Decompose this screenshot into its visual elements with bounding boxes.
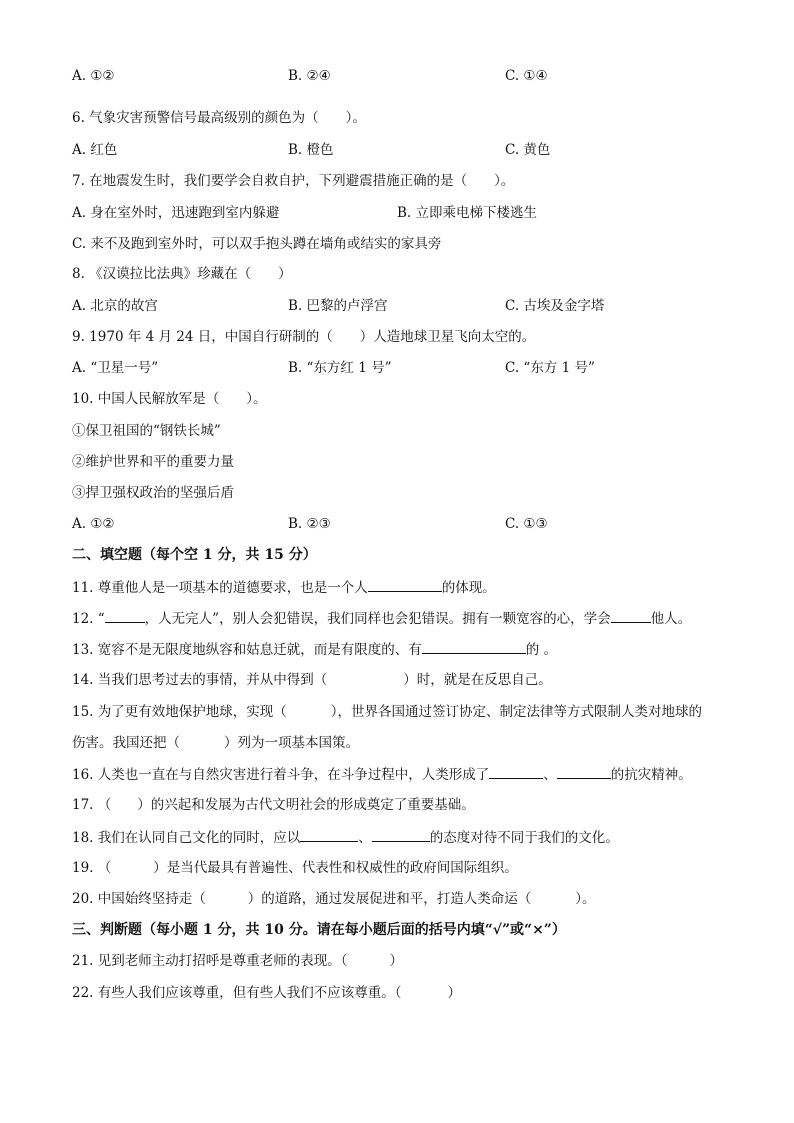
- q13-text-2: 的 。: [525, 642, 558, 658]
- question-10: 10. 中国人民解放军是（ ）。: [72, 391, 267, 407]
- question-12: [72, 609, 691, 628]
- question-9: 9. 1970 年 4 月 24 日，中国自行研制的（ ）人造地球卫星飞向太空的。: [72, 329, 536, 345]
- section-2-heading: 二、填空题（每个空 1 分，共 15 分）: [72, 547, 317, 563]
- section-3-heading: 三、判断题（每小题 1 分，共 10 分。请在每小题后面的括号内填“√”或“×”）: [72, 922, 566, 938]
- q16-text-3: 的抗灾精神。: [610, 767, 692, 783]
- option-c: C. ①④: [505, 68, 548, 84]
- q6-option-c: C. 黄色: [505, 142, 551, 158]
- answer-blank[interactable]: [557, 765, 611, 779]
- q13-text-1: 13. 宽容不是无限度地纵容和姑息迁就，而是有限度的、有: [72, 642, 422, 658]
- q7-option-b: B. 立即乘电梯下楼逃生: [397, 205, 538, 221]
- q9-option-b: B. “东方红 1 号”: [288, 360, 392, 376]
- q6-option-b: B. 橙色: [288, 142, 334, 158]
- question-7: 7. 在地震发生时，我们要学会自救自护，下列避震措施正确的是（ ）。: [72, 173, 515, 189]
- q18-text-2: 、: [358, 830, 372, 846]
- q17-text-2: ）的兴起和发展为古代文明社会的形成奠定了重要基础。: [137, 797, 475, 813]
- q11-text-2: 的体现。: [441, 580, 496, 596]
- q12-text-1: 12. “: [72, 611, 105, 627]
- q21-text-1: 21. 见到老师主动打招呼是尊重老师的表现。（: [72, 953, 348, 969]
- q10-item-3: ③捍卫强权政治的坚强后盾: [72, 485, 234, 501]
- q20-text-1: 20. 中国始终坚持走（: [72, 891, 206, 907]
- q6-option-a: A. 红色: [72, 142, 118, 158]
- q18-text-3: 的态度对待不同于我们的文化。: [429, 830, 619, 846]
- q17-text-1: 17. （: [72, 797, 112, 813]
- q7-option-c: C. 来不及跑到室外时，可以双手抱头蹲在墙角或结实的家具旁: [72, 236, 442, 252]
- question-22: [72, 984, 461, 1002]
- q8-option-c: C. 古埃及金字塔: [505, 298, 605, 314]
- answer-blank[interactable]: [105, 609, 145, 623]
- q20-text-3: ）。: [575, 891, 596, 907]
- q15-text-3: 伤害。我国还把（: [72, 735, 180, 751]
- question-15-cont: [72, 734, 359, 752]
- q15-text-4: ）列为一项基本国策。: [224, 735, 359, 751]
- q9-option-a: A. “卫星一号”: [72, 360, 159, 376]
- q12-text-2: ，人无完人”，别人会犯错误，我们同样也会犯错误。拥有一颗宽容的心，学会: [144, 611, 611, 627]
- q21-text-2: ）: [389, 953, 404, 969]
- q8-option-a: A. 北京的故宫: [72, 298, 158, 314]
- question-13: [72, 640, 557, 659]
- q22-text-1: 22. 有些人我们应该尊重，但有些人我们不应该尊重。（: [72, 985, 402, 1001]
- q10-option-b: B. ②③: [288, 516, 331, 532]
- q16-text-1: 16. 人类也一直在与自然灾害进行着斗争，在斗争过程中，人类形成了: [72, 767, 490, 783]
- question-16: [72, 765, 692, 784]
- question-14: [72, 671, 552, 689]
- q19-text-1: 19. （: [72, 860, 112, 876]
- question-20: [72, 890, 596, 908]
- q9-option-c: C. “东方 1 号”: [505, 360, 595, 376]
- q14-text-1: 14. 当我们思考过去的事情，并从中得到（: [72, 672, 328, 688]
- q10-item-2: ②维护世界和平的重要力量: [72, 454, 234, 470]
- option-b: B. ②④: [288, 68, 331, 84]
- q22-text-2: ）: [447, 985, 462, 1001]
- q15-text-2: ），世界各国通过签订协定、制定法律等方式限制人类对地球的: [330, 704, 703, 720]
- q7-option-a: A. 身在室外时，迅速跑到室内躲避: [72, 205, 280, 221]
- option-a: A. ①②: [72, 68, 115, 84]
- q18-text-1: 18. 我们在认同自己文化的同时，应以: [72, 830, 301, 846]
- question-6: 6. 气象灾害预警信号最高级别的颜色为（ ）。: [72, 110, 366, 126]
- question-18: [72, 828, 619, 847]
- q8-option-b: B. 巴黎的卢浮宫: [288, 298, 388, 314]
- q19-text-2: ）是当代最具有普遍性、代表性和权威性的政府间国际组织。: [153, 860, 518, 876]
- question-8: 8. 《汉谟拉比法典》珍藏在（ ）: [72, 266, 292, 282]
- q14-text-2: ）时，就是在反思自己。: [403, 672, 552, 688]
- answer-blank[interactable]: [300, 828, 358, 842]
- answer-blank[interactable]: [489, 765, 543, 779]
- q11-text-1: 11. 尊重他人是一项基本的道德要求，也是一个人: [72, 580, 368, 596]
- q10-item-1: ①保卫祖国的“钢铁长城”: [72, 423, 221, 439]
- q15-text-1: 15. 为了更有效地保护地球，实现（: [72, 704, 287, 720]
- q10-option-c: C. ①③: [505, 516, 548, 532]
- answer-blank[interactable]: [368, 578, 442, 592]
- q16-text-2: 、: [543, 767, 557, 783]
- answer-blank[interactable]: [611, 609, 651, 623]
- q10-option-a: A. ①②: [72, 516, 115, 532]
- question-19: [72, 859, 518, 877]
- question-11: [72, 578, 496, 597]
- answer-blank[interactable]: [422, 640, 526, 654]
- question-17: [72, 796, 475, 814]
- answer-blank[interactable]: [372, 828, 430, 842]
- question-21: [72, 952, 403, 970]
- q12-text-3: 他人。: [650, 611, 692, 627]
- q20-text-2: ）的道路，通过发展促进和平，打造人类命运（: [247, 891, 532, 907]
- question-15: [72, 703, 702, 721]
